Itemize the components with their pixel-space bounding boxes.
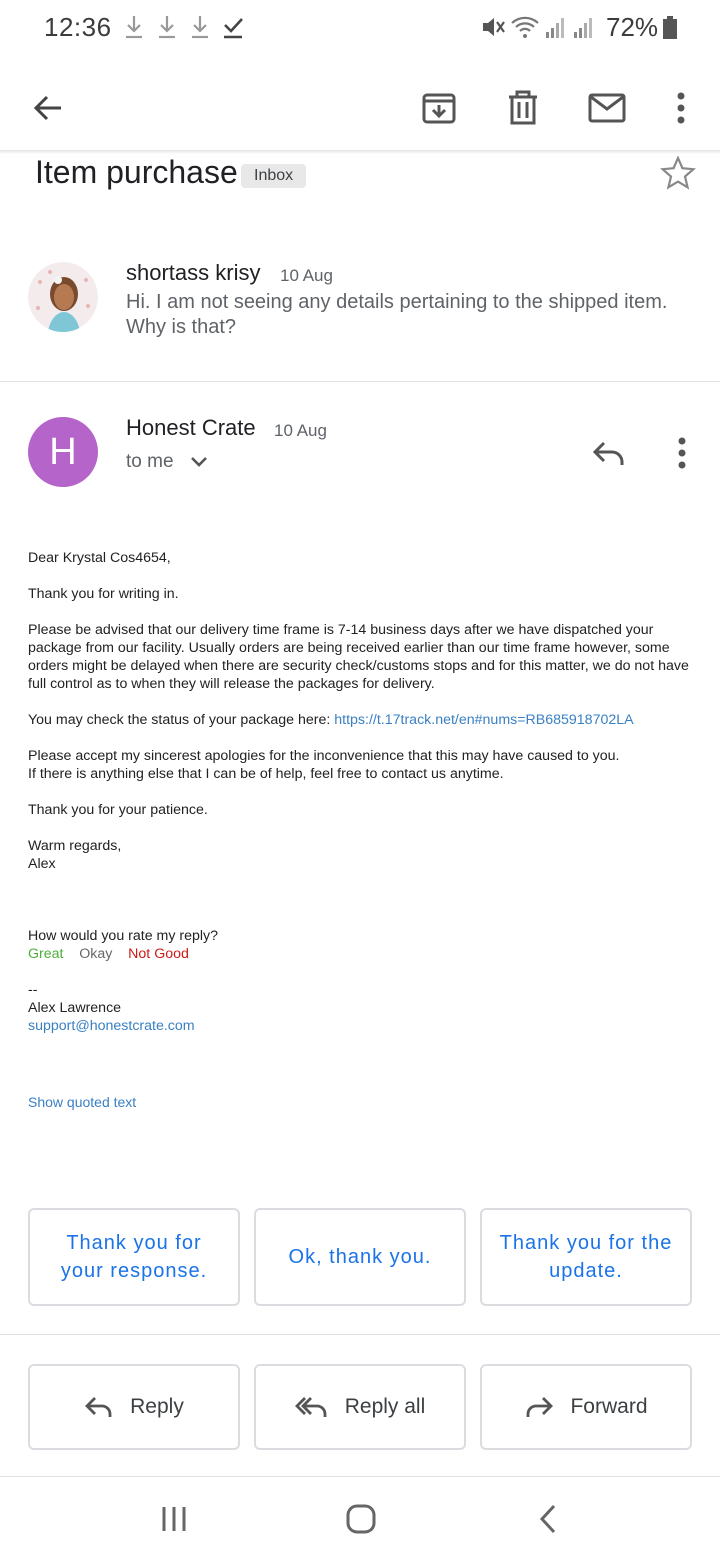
message1-snippet[interactable]: Hi. I am not seeing any details pertaining to the shipped item. Why is that? (126, 291, 668, 338)
reply-icon (592, 439, 626, 467)
reply-all-label: Reply all (344, 1395, 426, 1418)
status-time: 12:36 (44, 12, 112, 42)
body-paragraph (28, 711, 698, 729)
recent-apps-button[interactable] (144, 1498, 204, 1540)
back-icon (31, 91, 65, 125)
system-nav-bar (0, 1478, 720, 1560)
tracking-link[interactable]: https://t.17track.net/en#nums=RB685918702LA (334, 712, 634, 728)
home-icon (345, 1503, 377, 1535)
mark-unread-icon (588, 93, 626, 123)
signature-separator: -- (28, 982, 38, 998)
recent-apps-icon (159, 1504, 189, 1534)
battery-icon (662, 16, 678, 45)
more-options-button[interactable] (655, 82, 707, 134)
body-text: Please accept my sincerest apologies for the inconvenience that this may have caused to you. (28, 748, 620, 764)
nav-divider (0, 1476, 720, 1477)
reply-all-icon (295, 1395, 329, 1419)
rating-options (28, 945, 698, 963)
message-reply-button[interactable] (586, 430, 632, 476)
battery-percent: 72% (606, 12, 659, 42)
app-bar (0, 64, 720, 150)
body-text: You may check the status of your package here: (28, 712, 335, 728)
more-icon (676, 92, 686, 124)
signature-name: Alex Lawrence (28, 1000, 122, 1016)
reply-icon (84, 1395, 114, 1419)
section-divider (0, 1334, 720, 1335)
forward-label: Forward (570, 1395, 648, 1418)
body-paragraph: Thank you for your patience. (28, 802, 208, 818)
more-icon (677, 437, 687, 469)
status-bar (0, 0, 720, 56)
signal-icon (572, 14, 596, 45)
archive-button[interactable] (413, 82, 465, 134)
message2-date: 10 Aug (274, 421, 327, 440)
message-divider (0, 381, 720, 382)
signal-icon (544, 14, 568, 45)
message1-date: 10 Aug (280, 266, 333, 285)
body-paragraph: Please be advised that our delivery time frame is 7-14 business days after we have dispatched your package from our facility. Usually orders are being received earlier than our time frame however, some orders might be delayed when there are security check/customs stops and for this matter, we do not have full control as to when they will release the packages for delivery. (28, 622, 689, 692)
download-icon (157, 14, 177, 45)
signature-email-link[interactable]: support@honestcrate.com (28, 1018, 195, 1034)
rating-great-link[interactable]: Great (28, 946, 64, 962)
mark-unread-button[interactable] (581, 82, 633, 134)
smart-reply-button[interactable]: Thank you for the update. (480, 1208, 692, 1306)
rating-okay-link[interactable]: Okay (79, 946, 113, 962)
show-quoted-text-link[interactable]: Show quoted text (28, 1094, 137, 1110)
recipient-details-toggle[interactable] (190, 455, 208, 474)
rating-not-good-link[interactable]: Not Good (128, 946, 189, 962)
system-back-button[interactable] (518, 1498, 578, 1540)
body-text: If there is anything else that I can be of help, feel free to contact us anytime. (28, 766, 504, 782)
smart-reply-button[interactable]: Thank you for your response. (28, 1208, 240, 1306)
body-paragraph (28, 747, 698, 783)
sender-avatar: H (28, 417, 98, 487)
chevron-down-icon (190, 455, 208, 469)
delete-button[interactable] (497, 82, 549, 134)
home-button[interactable] (331, 1498, 391, 1540)
delete-icon (506, 90, 540, 126)
back-button[interactable] (22, 82, 74, 134)
sender-avatar-photo (28, 262, 98, 332)
message-more-button[interactable] (660, 430, 704, 476)
star-icon (660, 156, 696, 190)
archive-icon (421, 90, 457, 126)
email-body (28, 549, 698, 1035)
reply-button[interactable] (28, 1364, 240, 1450)
download-icon (124, 14, 144, 45)
body-signoff-name: Alex (28, 856, 56, 872)
download-icon (190, 14, 210, 45)
smart-reply-button[interactable]: Ok, thank you. (254, 1208, 466, 1306)
body-greeting: Dear Krystal Cos4654, (28, 550, 171, 566)
thread-subject: Item purchase (35, 154, 238, 190)
rating-question: How would you rate my reply? (28, 928, 219, 944)
reply-all-button[interactable] (254, 1364, 466, 1450)
message1-sender[interactable]: shortass krisy (126, 260, 261, 285)
mute-icon (480, 14, 506, 45)
chevron-left-icon (537, 1503, 559, 1535)
forward-button[interactable] (480, 1364, 692, 1450)
body-paragraph: Thank you for writing in. (28, 586, 179, 602)
check-icon (222, 14, 244, 45)
forward-icon (524, 1395, 554, 1419)
inbox-label-chip[interactable]: Inbox (241, 164, 306, 188)
message2-sender[interactable]: Honest Crate (126, 415, 256, 440)
reply-label: Reply (130, 1395, 184, 1418)
recipient-summary[interactable]: to me (126, 451, 174, 472)
body-signoff: Warm regards, (28, 838, 122, 854)
star-button[interactable] (660, 156, 696, 195)
wifi-icon (510, 14, 540, 45)
